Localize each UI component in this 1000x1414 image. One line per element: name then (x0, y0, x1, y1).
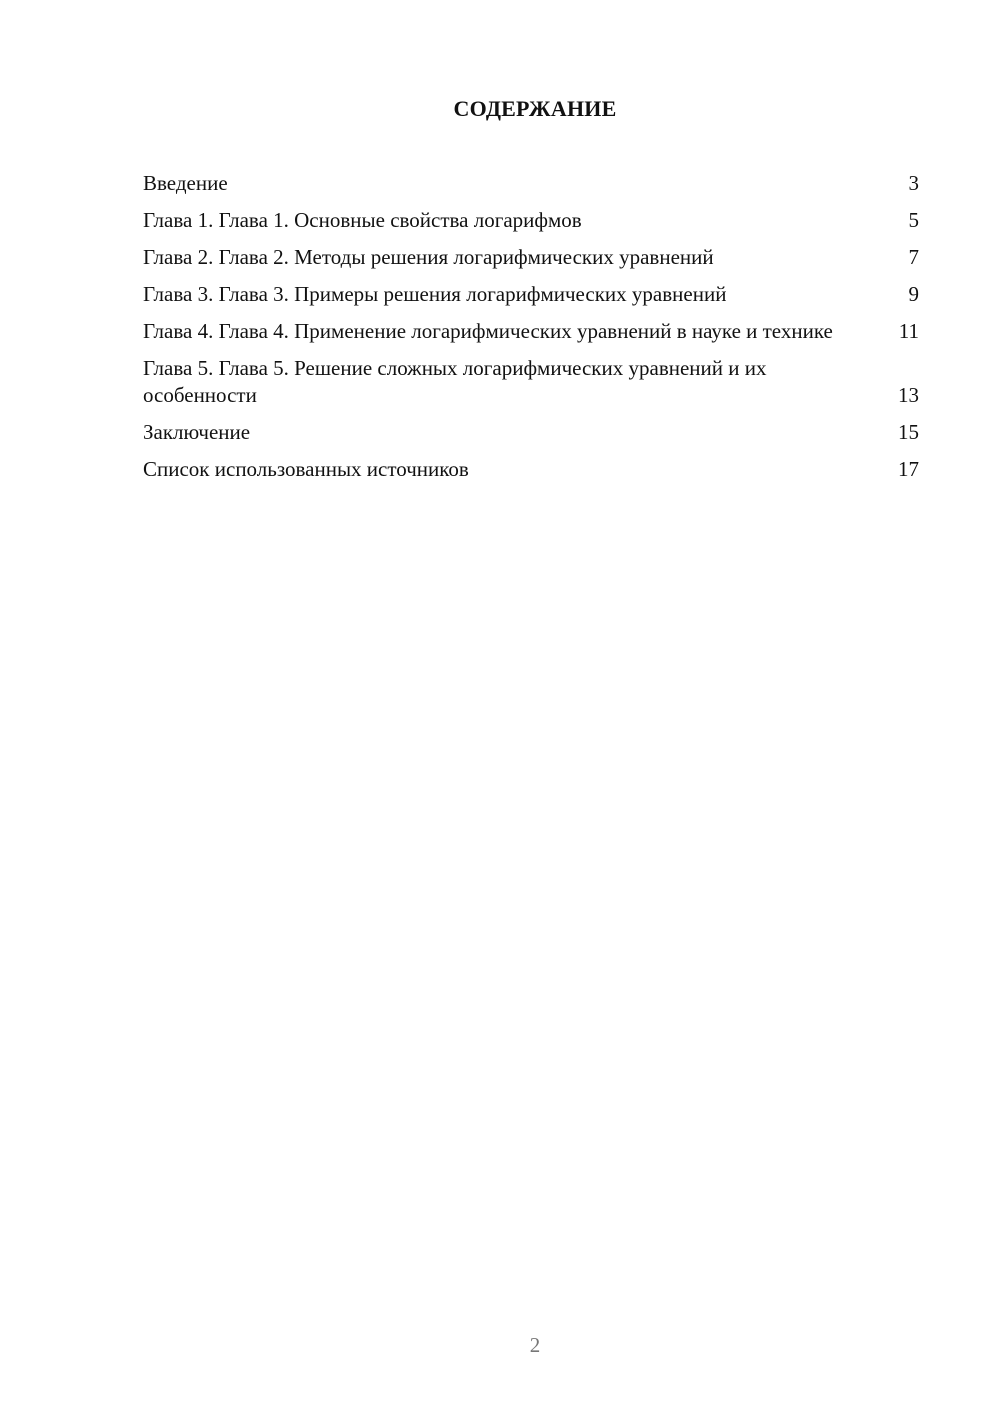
toc-entry-title: Глава 1. Глава 1. Основные свойства логарифмов (143, 208, 582, 232)
toc-entry-title: Глава 4. Глава 4. Применение логарифмических уравнений в науке и технике (143, 319, 833, 343)
toc-entry (143, 281, 919, 308)
toc-entry-title: Глава 3. Глава 3. Примеры решения логарифмических уравнений (143, 282, 727, 306)
toc-entry-title: Введение (143, 171, 228, 195)
toc-entry (143, 207, 919, 234)
toc-entry-page: 3 (908, 171, 919, 195)
toc-entry-title: Список использованных источников (143, 457, 469, 481)
toc-entry (143, 355, 919, 409)
toc-entry (143, 318, 919, 345)
table-of-contents (143, 170, 919, 493)
toc-entry-page: 7 (908, 245, 919, 269)
toc-entry-page: 15 (898, 420, 919, 444)
toc-entry-title: Глава 2. Глава 2. Методы решения логарифмических уравнений (143, 245, 714, 269)
toc-entry-page: 13 (898, 383, 919, 407)
toc-entry-page: 17 (898, 457, 919, 481)
toc-entry (143, 419, 919, 446)
toc-entry (143, 456, 919, 483)
toc-entry (143, 244, 919, 271)
toc-entry (143, 170, 919, 197)
toc-entry-page: 5 (908, 208, 919, 232)
toc-entry-page: 9 (908, 282, 919, 306)
toc-entry-title: Заключение (143, 420, 251, 444)
toc-entry-page: 11 (898, 319, 919, 343)
page-number: 2 (529, 1333, 541, 1357)
page-title: СОДЕРЖАНИЕ (453, 96, 617, 121)
toc-entry-title: Глава 5. Глава 5. Решение сложных логарифмических уравнений и их особенности (143, 356, 767, 407)
